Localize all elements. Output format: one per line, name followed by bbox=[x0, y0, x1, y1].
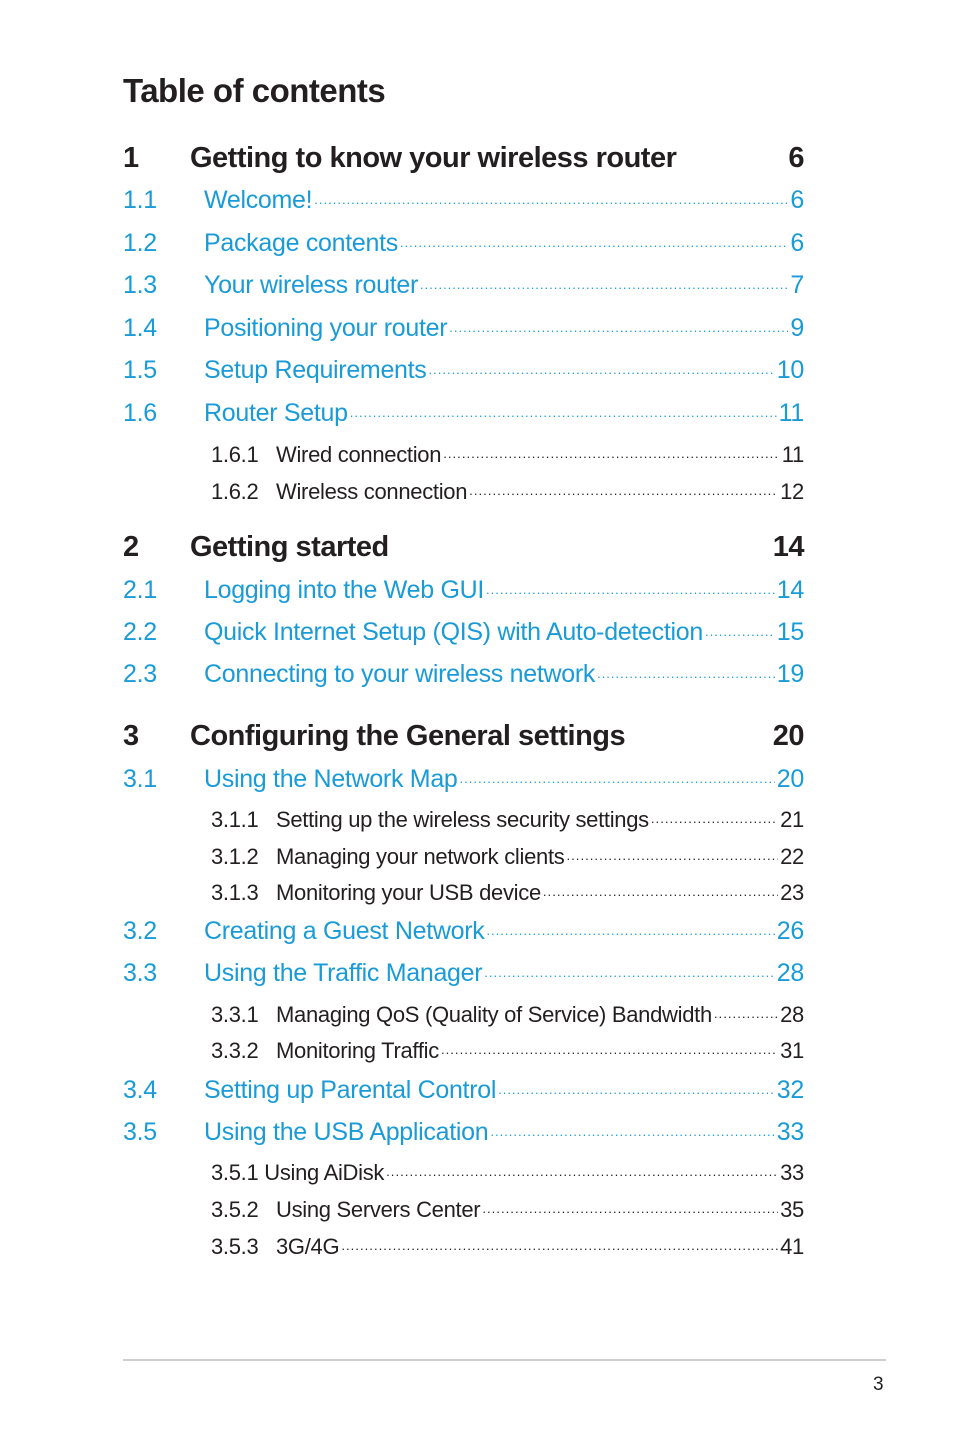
section-page: 6 bbox=[790, 186, 804, 214]
dot-leader bbox=[486, 573, 775, 598]
section-entry[interactable] bbox=[123, 956, 804, 988]
subsection-page: 31 bbox=[780, 1038, 804, 1063]
dot-leader bbox=[420, 268, 788, 293]
dot-leader bbox=[566, 842, 778, 864]
section-page: 15 bbox=[776, 618, 804, 646]
subsection-title: Monitoring Traffic bbox=[276, 1038, 439, 1063]
section-number: 2.3 bbox=[123, 660, 157, 688]
section-title: Creating a Guest Network bbox=[204, 917, 485, 945]
subsection-title: Wired connection bbox=[276, 442, 442, 467]
section-title: Using the Network Map bbox=[204, 765, 458, 793]
subsection-entry[interactable] bbox=[123, 477, 804, 505]
dot-leader bbox=[490, 1115, 774, 1140]
section-page: 20 bbox=[776, 765, 804, 793]
dot-leader bbox=[705, 615, 775, 640]
section-number: 3.2 bbox=[123, 917, 157, 945]
subsection-entry[interactable] bbox=[123, 842, 804, 870]
subsection-title: Managing QoS (Quality of Service) Bandwidth bbox=[276, 1002, 712, 1027]
subsection-entry[interactable] bbox=[123, 1195, 804, 1223]
section-page: 19 bbox=[776, 660, 804, 688]
page-title: Table of contents bbox=[123, 72, 386, 109]
section-entry[interactable] bbox=[123, 762, 804, 794]
section-title: Setting up Parental Control bbox=[204, 1076, 497, 1104]
chapter-page: 14 bbox=[772, 531, 804, 563]
subsection-number: 1.6.1 bbox=[211, 442, 259, 467]
section-number: 1.1 bbox=[123, 186, 157, 214]
subsection-title: Using Servers Center bbox=[276, 1197, 481, 1222]
chapter-number: 1 bbox=[123, 142, 139, 174]
section-number: 3.4 bbox=[123, 1076, 157, 1104]
dot-leader bbox=[429, 353, 775, 378]
subsection-entry[interactable] bbox=[123, 878, 804, 906]
section-number: 1.3 bbox=[123, 271, 157, 299]
section-entry[interactable] bbox=[123, 914, 804, 946]
section-entry[interactable] bbox=[123, 1115, 804, 1147]
section-page: 26 bbox=[776, 917, 804, 945]
section-page: 33 bbox=[776, 1118, 804, 1146]
chapter-entry[interactable] bbox=[123, 142, 804, 175]
section-title: Package contents bbox=[204, 229, 398, 257]
section-entry[interactable] bbox=[123, 183, 804, 215]
dot-leader bbox=[486, 914, 774, 939]
section-entry[interactable] bbox=[123, 353, 804, 385]
section-title: Router Setup bbox=[204, 399, 348, 427]
dot-leader bbox=[441, 1036, 778, 1058]
section-number: 3.1 bbox=[123, 765, 157, 793]
subsection-page: 35 bbox=[780, 1197, 804, 1222]
dot-leader bbox=[484, 956, 774, 981]
subsection-page: 11 bbox=[781, 442, 804, 467]
section-entry[interactable] bbox=[123, 573, 804, 605]
section-page: 11 bbox=[778, 399, 804, 427]
section-number: 2.1 bbox=[123, 576, 157, 604]
subsection-number: 1.6.2 bbox=[211, 479, 259, 504]
subsection-title: 3G/4G bbox=[276, 1234, 340, 1259]
subsection-title: Setting up the wireless security settings bbox=[276, 807, 649, 832]
subsection-entry[interactable] bbox=[123, 805, 804, 833]
section-number: 1.5 bbox=[123, 356, 157, 384]
subsection-entry[interactable] bbox=[123, 440, 804, 468]
section-title: Connecting to your wireless network bbox=[204, 660, 596, 688]
dot-leader bbox=[314, 183, 788, 208]
section-entry[interactable] bbox=[123, 226, 804, 258]
subsection-title: 3.5.1 Using AiDisk bbox=[211, 1160, 385, 1185]
section-page: 9 bbox=[790, 314, 804, 342]
dot-leader bbox=[714, 1000, 778, 1022]
chapter-entry[interactable] bbox=[123, 720, 804, 753]
subsection-page: 23 bbox=[780, 880, 804, 905]
section-page: 6 bbox=[790, 229, 804, 257]
subsection-number: 3.3.1 bbox=[211, 1002, 259, 1027]
section-number: 3.3 bbox=[123, 959, 157, 987]
dot-leader bbox=[386, 1158, 778, 1180]
section-title: Setup Requirements bbox=[204, 356, 427, 384]
section-title: Your wireless router bbox=[204, 271, 419, 299]
subsection-number: 3.1.1 bbox=[211, 807, 259, 832]
chapter-page: 6 bbox=[788, 142, 804, 174]
section-entry[interactable] bbox=[123, 657, 804, 689]
section-title: Quick Internet Setup (QIS) with Auto-detection bbox=[204, 618, 703, 646]
subsection-page: 22 bbox=[780, 844, 804, 869]
subsection-page: 28 bbox=[780, 1002, 804, 1027]
chapter-number: 3 bbox=[123, 720, 139, 752]
subsection-title: Monitoring your USB device bbox=[276, 880, 541, 905]
section-page: 32 bbox=[776, 1076, 804, 1104]
section-entry[interactable] bbox=[123, 268, 804, 300]
dot-leader bbox=[443, 440, 780, 462]
subsection-entry[interactable] bbox=[123, 1158, 804, 1186]
section-number: 1.2 bbox=[123, 229, 157, 257]
subsection-entry[interactable] bbox=[123, 1232, 804, 1260]
subsection-title: Wireless connection bbox=[276, 479, 468, 504]
dot-leader bbox=[597, 657, 775, 682]
section-entry[interactable] bbox=[123, 311, 804, 343]
subsection-number: 3.5.3 bbox=[211, 1234, 259, 1259]
section-number: 1.6 bbox=[123, 399, 157, 427]
section-page: 14 bbox=[776, 576, 804, 604]
section-entry[interactable] bbox=[123, 615, 804, 647]
dot-leader bbox=[498, 1073, 775, 1098]
section-page: 10 bbox=[776, 356, 804, 384]
subsection-number: 3.1.2 bbox=[211, 844, 259, 869]
dot-leader bbox=[460, 762, 775, 787]
section-title: Welcome! bbox=[204, 186, 313, 214]
subsection-page: 21 bbox=[780, 807, 804, 832]
dot-leader bbox=[449, 311, 788, 336]
dot-leader bbox=[350, 396, 777, 421]
section-number: 1.4 bbox=[123, 314, 157, 342]
chapter-title: Configuring the General settings bbox=[190, 720, 626, 752]
dot-leader bbox=[482, 1195, 778, 1217]
section-entry[interactable] bbox=[123, 1073, 804, 1105]
section-entry[interactable] bbox=[123, 396, 804, 428]
dot-leader bbox=[651, 805, 778, 827]
subsection-number: 3.3.2 bbox=[211, 1038, 259, 1063]
section-title: Positioning your router bbox=[204, 314, 448, 342]
page-number: 3 bbox=[873, 1374, 884, 1395]
section-page: 28 bbox=[776, 959, 804, 987]
footer-divider bbox=[123, 1359, 886, 1361]
section-title: Logging into the Web GUI bbox=[204, 576, 485, 604]
subsection-number: 3.5.2 bbox=[211, 1197, 259, 1222]
subsection-number: 3.1.3 bbox=[211, 880, 259, 905]
dot-leader bbox=[543, 878, 778, 900]
subsection-page: 33 bbox=[780, 1160, 804, 1185]
subsection-title: Managing your network clients bbox=[276, 844, 565, 869]
subsection-entry[interactable] bbox=[123, 1000, 804, 1028]
chapter-title: Getting started bbox=[190, 531, 389, 563]
section-title: Using the USB Application bbox=[204, 1118, 489, 1146]
subsection-entry[interactable] bbox=[123, 1036, 804, 1064]
chapter-number: 2 bbox=[123, 531, 139, 563]
dot-leader bbox=[400, 226, 788, 251]
section-number: 2.2 bbox=[123, 618, 157, 646]
section-number: 3.5 bbox=[123, 1118, 157, 1146]
dot-leader bbox=[341, 1232, 778, 1254]
chapter-title: Getting to know your wireless router bbox=[190, 142, 677, 174]
subsection-page: 12 bbox=[780, 479, 804, 504]
subsection-page: 41 bbox=[780, 1234, 804, 1259]
chapter-page: 20 bbox=[772, 720, 804, 752]
section-page: 7 bbox=[790, 271, 804, 299]
dot-leader bbox=[469, 477, 778, 499]
section-title: Using the Traffic Manager bbox=[204, 959, 483, 987]
chapter-entry[interactable] bbox=[123, 531, 804, 564]
